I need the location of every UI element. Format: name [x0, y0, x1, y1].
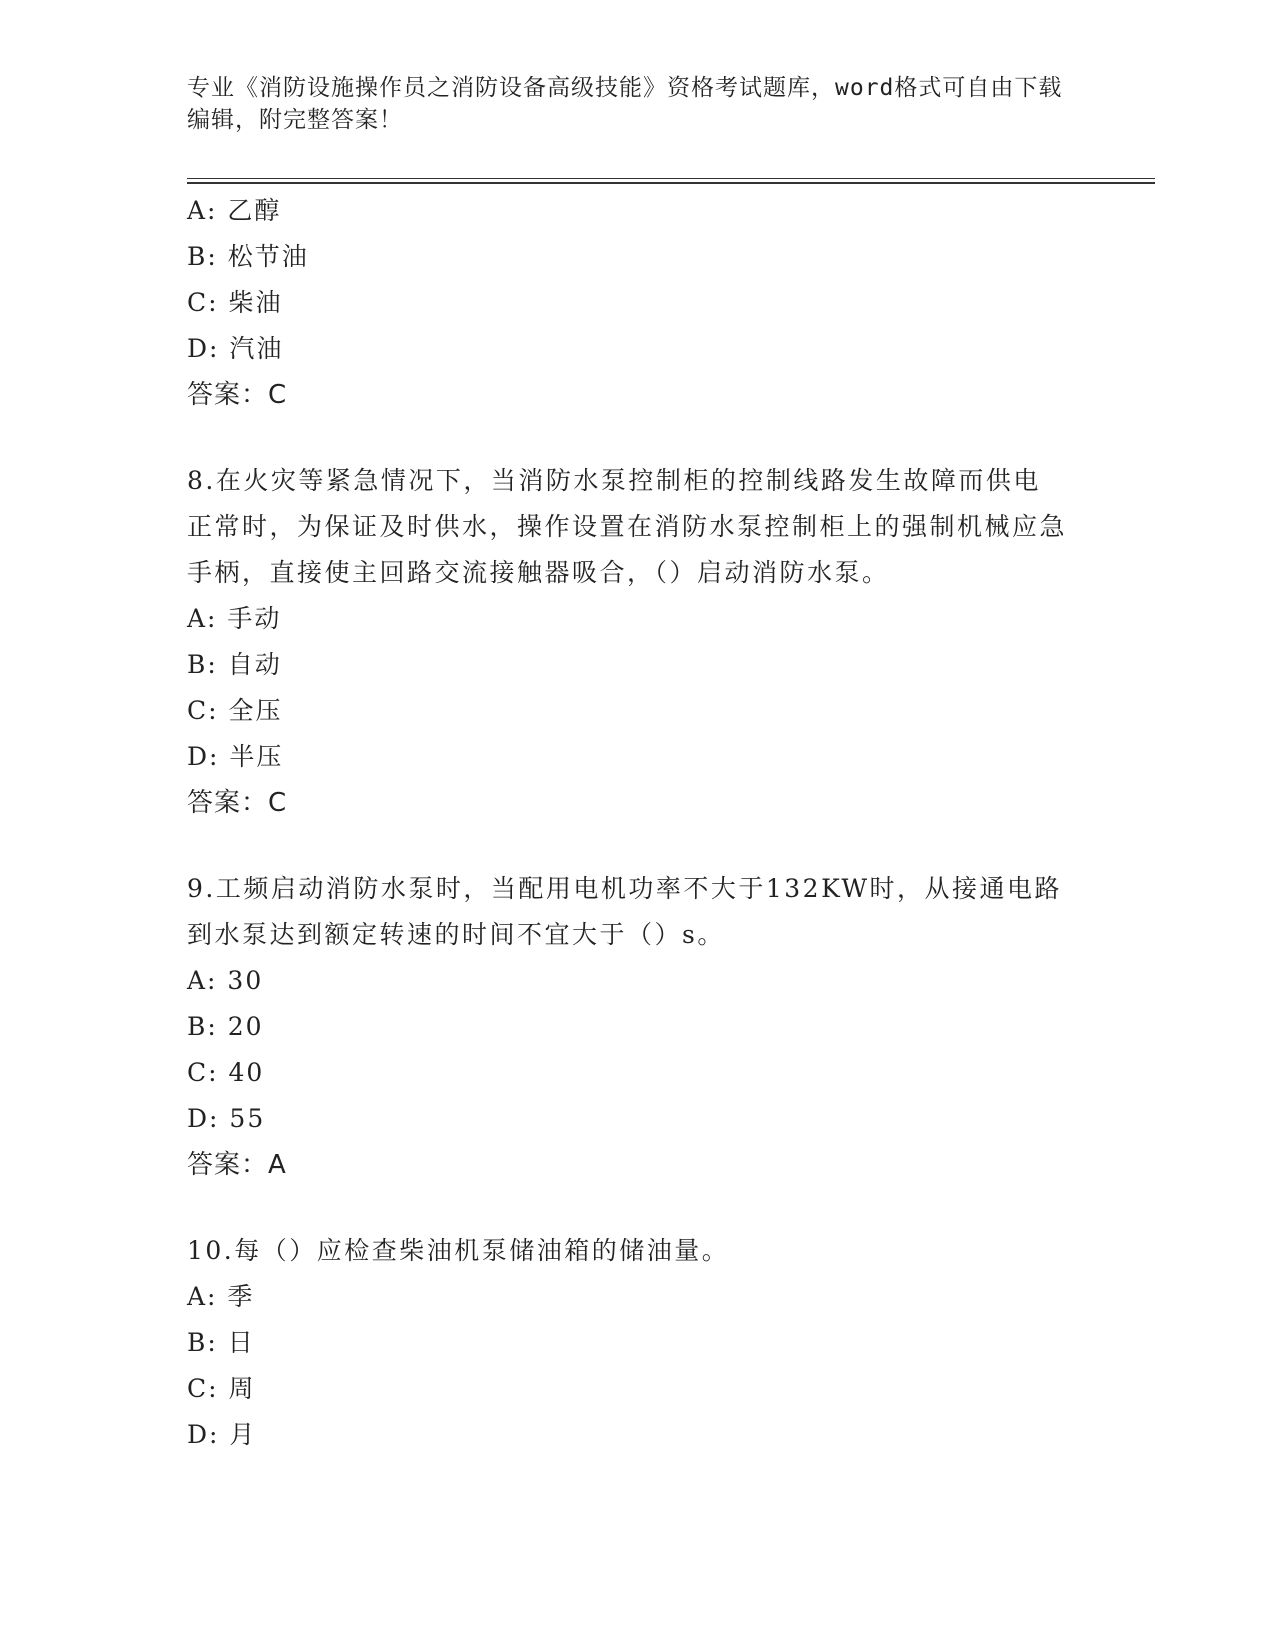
option-c: C: 周 — [187, 1374, 256, 1403]
option-b: B: 20 — [187, 1012, 264, 1041]
option-d: D: 55 — [187, 1104, 266, 1133]
option-b: B: 日 — [187, 1328, 255, 1357]
header-divider-bottom — [187, 182, 1155, 184]
question-7-block — [187, 188, 1067, 418]
header-divider-top — [187, 178, 1155, 179]
option-c: C: 全压 — [187, 696, 283, 725]
question-9-block — [187, 866, 1067, 1188]
option-a: A: 30 — [187, 966, 264, 995]
option-d: D: 月 — [187, 1420, 257, 1449]
option-d: D: 汽油 — [187, 334, 284, 363]
spacer — [187, 826, 1067, 866]
question-list — [187, 188, 1067, 1458]
spacer — [187, 1188, 1067, 1228]
option-a: A: 乙醇 — [187, 196, 282, 225]
option-b: B: 自动 — [187, 650, 282, 679]
option-a: A: 手动 — [187, 604, 282, 633]
option-a: A: 季 — [187, 1282, 255, 1311]
option-c: C: 40 — [187, 1058, 265, 1087]
answer: 答案：C — [187, 380, 288, 410]
option-b: B: 松节油 — [187, 242, 309, 271]
question-text: 9.工频启动消防水泵时，当配用电机功率不大于132KW时，从接通电路到水泵达到额定转速的时间不宜大于（）s。 — [187, 874, 1063, 949]
question-text: 8.在火灾等紧急情况下，当消防水泵控制柜的控制线路发生故障而供电正常时，为保证及时供水，操作设置在消防水泵控制柜上的强制机械应急手柄，直接使主回路交流接触器吸合，（）启动消防水泵。 — [187, 466, 1068, 587]
question-10-block — [187, 1228, 1067, 1458]
answer: 答案：C — [187, 788, 288, 818]
answer: 答案：A — [187, 1150, 287, 1180]
spacer — [187, 418, 1067, 458]
document-header: 专业《消防设施操作员之消防设备高级技能》资格考试题库，word格式可自由下载编辑，附完整答案！ — [187, 75, 1063, 133]
option-c: C: 柴油 — [187, 288, 283, 317]
question-text: 10.每（）应检查柴油机泵储油箱的储油量。 — [187, 1236, 730, 1265]
question-8-block — [187, 458, 1067, 826]
option-d: D: 半压 — [187, 742, 284, 771]
